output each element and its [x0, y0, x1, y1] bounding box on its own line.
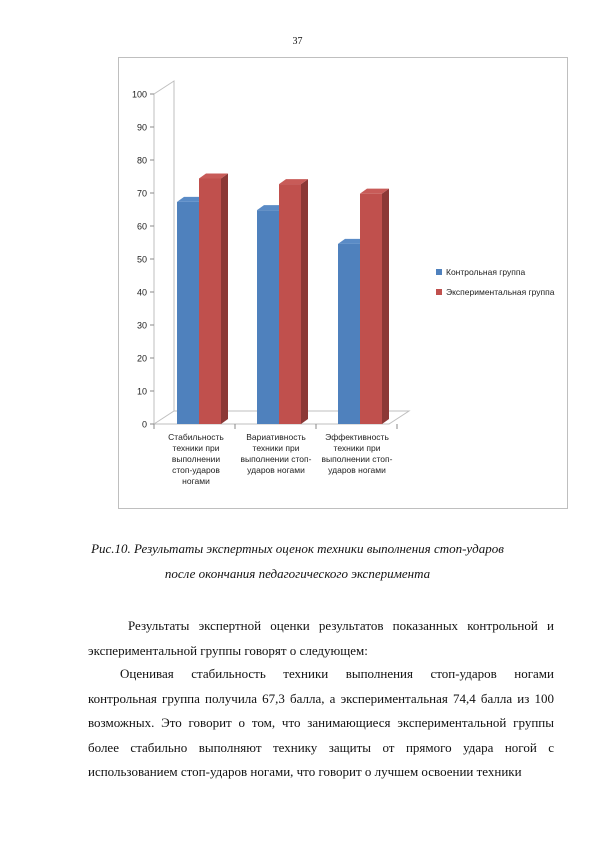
category-label: техники при [252, 443, 300, 453]
category-label: Вариативность [246, 432, 306, 442]
y-tick-label: 80 [136, 155, 147, 166]
y-tick-label: 100 [131, 89, 147, 100]
paragraph: Оценивая стабильность техники выполнения стоп-ударов ногами контрольная группа получила 67,3 балла, а экспериментальная 74,4 балла из 100 возможных. Это говорит о том, что занимающиеся экспериментальной группы более стабильно выполняют технику защиты от прямого удара ногой с использованием стоп-ударов ногами, что говорит о лучшем освоении техники [88, 666, 554, 779]
category-label: выполнении стоп- [240, 454, 312, 464]
bar-chart [119, 58, 569, 510]
legend-label: Контрольная группа [446, 267, 526, 277]
y-tick-label: 60 [136, 221, 147, 232]
category-label: выполнении стоп- [321, 454, 393, 464]
bar-front [257, 210, 279, 424]
category-label: техники при [172, 443, 220, 453]
bar-side [221, 173, 228, 424]
page-number: 37 [292, 36, 303, 47]
category-label: техники при [333, 443, 381, 453]
legend-swatch [436, 289, 442, 295]
bar-front [338, 244, 360, 424]
category-label: Стабильность [168, 432, 224, 442]
chart-frame [118, 57, 568, 509]
bar-side [382, 189, 389, 424]
category-label: выполнении [171, 454, 221, 464]
y-tick-label: 20 [136, 353, 147, 364]
bar-front [199, 178, 221, 424]
bar-front [279, 184, 301, 424]
y-tick-label: 70 [136, 188, 147, 199]
category-label: Эффективность [325, 432, 389, 442]
category-label: ударов ногами [247, 465, 305, 475]
paragraph: Результаты экспертной оценки результатов показанных контрольной и экспериментальной группы говорят о следующем: [88, 618, 554, 658]
bar-side [301, 179, 308, 424]
chart-side-wall [154, 81, 174, 424]
figure-caption-line-1: Рис.10. Результаты экспертных оценок техники выполнения стоп-ударов [91, 541, 504, 556]
legend-label: Экспериментальная группа [446, 287, 555, 297]
y-tick-label: 30 [136, 320, 147, 331]
category-label: стоп-ударов [172, 465, 220, 475]
y-tick-label: 40 [136, 287, 147, 298]
bar-front [177, 202, 199, 424]
y-tick-label: 10 [136, 386, 147, 397]
y-tick-label: 0 [141, 419, 147, 430]
figure-caption-line-2: после окончания педагогического эксперимента [164, 566, 431, 581]
y-tick-label: 90 [136, 122, 147, 133]
bar-front [360, 194, 382, 424]
legend-swatch [436, 269, 442, 275]
category-label: ударов ногами [328, 465, 386, 475]
category-label: ногами [182, 476, 210, 486]
y-tick-label: 50 [136, 254, 147, 265]
